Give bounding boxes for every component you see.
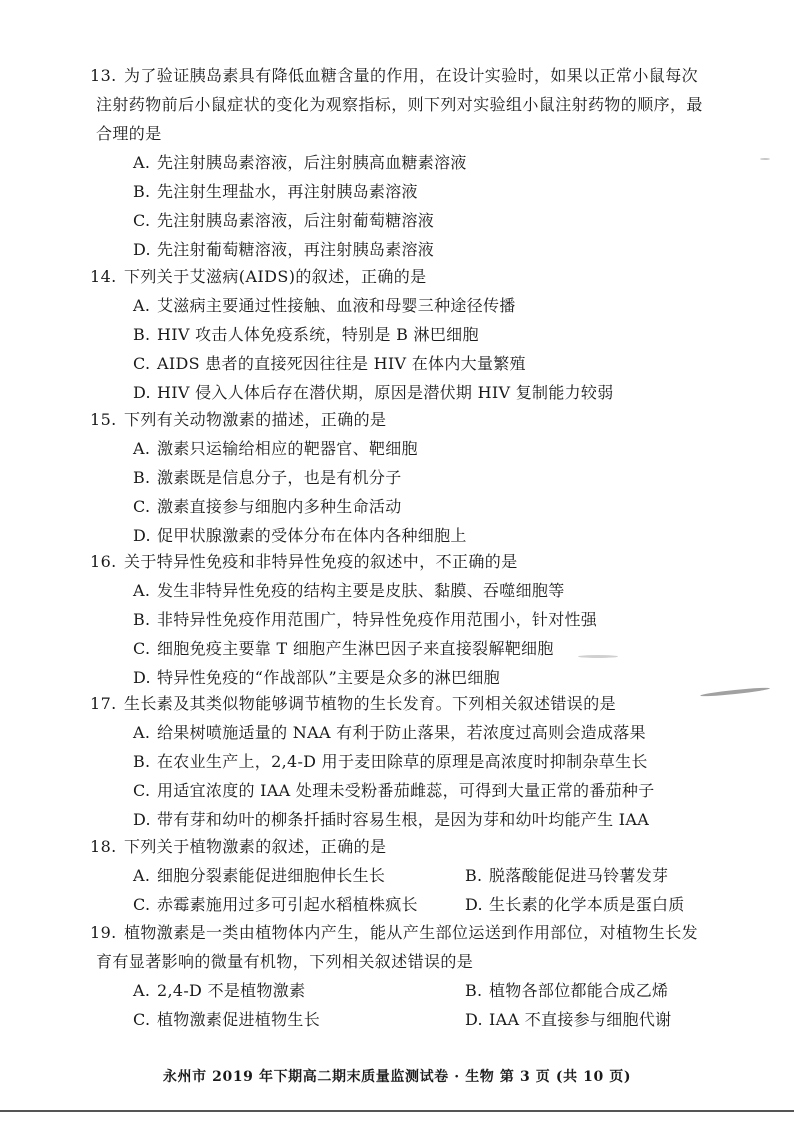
question-text: 下列有关动物激素的描述，正确的是: [124, 410, 387, 429]
question-number: 18.: [90, 837, 117, 856]
question-text: 下列关于艾滋病(AIDS)的叙述，正确的是: [124, 267, 427, 286]
option-d: D. HIV 侵入人体后存在潜伏期，原因是潜伏期 HIV 复制能力较弱: [133, 383, 614, 402]
option-a: A. 发生非特异性免疫的结构主要是皮肤、黏膜、吞噬细胞等: [133, 581, 565, 600]
option-b: B. HIV 攻击人体免疫系统，特别是 B 淋巴细胞: [133, 325, 479, 344]
question-number: 16.: [90, 552, 117, 571]
option-row: [96, 890, 706, 919]
question-stem: [90, 405, 706, 434]
question-number: 14.: [90, 267, 117, 286]
option-c: C. AIDS 患者的直接死因往往是 HIV 在体内大量繁殖: [133, 354, 526, 373]
question-text: 为了验证胰岛素具有降低血糖含量的作用，在设计实验时，如果以正常小鼠每次注射药物前后小鼠症状的变化为观察指标，则下列对实验组小鼠注射药物的顺序，最合理的是: [96, 66, 703, 143]
option-a: A. 2,4-D 不是植物激素: [133, 981, 306, 1000]
option-b: B. 脱落酸能促进马铃薯发芽: [465, 866, 669, 885]
option-c: C. 用适宜浓度的 IAA 处理未受粉番茄雌蕊，可得到大量正常的番茄种子: [133, 781, 655, 800]
question-16: [90, 547, 706, 692]
scan-smudge: [760, 158, 770, 160]
option-d: D. 带有芽和幼叶的柳条扦插时容易生根，是因为芽和幼叶均能产生 IAA: [133, 810, 650, 829]
option-a: A. 艾滋病主要通过性接触、血液和母婴三种途径传播: [133, 296, 516, 315]
question-stem: [90, 918, 706, 976]
question-number: 17.: [90, 694, 117, 713]
question-number: 15.: [90, 410, 117, 429]
question-number: 19.: [90, 923, 117, 942]
question-text: 关于特异性免疫和非特异性免疫的叙述中，不正确的是: [124, 552, 518, 571]
question-19: [90, 918, 706, 1034]
option-d: D. 促甲状腺激素的受体分布在体内各种细胞上: [133, 526, 467, 545]
question-stem: [90, 547, 706, 576]
option-c: C. 先注射胰岛素溶液，后注射葡萄糖溶液: [133, 211, 435, 230]
question-stem: [90, 262, 706, 291]
option-c: C. 激素直接参与细胞内多种生命活动: [133, 497, 402, 516]
question-number: 13.: [90, 66, 117, 85]
option-row: [96, 976, 706, 1005]
option-row: [96, 861, 706, 890]
question-text: 生长素及其类似物能够调节植物的生长发育。下列相关叙述错误的是: [124, 694, 617, 713]
page-footer: 永州市 2019 年下期高二期末质量监测试卷 · 生物 第 3 页 (共 10 页): [162, 1069, 632, 1085]
option-a: A. 细胞分裂素能促进细胞伸长生长: [133, 866, 386, 885]
question-stem: [90, 61, 706, 148]
question-17: [90, 689, 706, 834]
option-d: D. 特异性免疫的“作战部队”主要是众多的淋巴细胞: [133, 668, 500, 687]
option-b: B. 激素既是信息分子，也是有机分子: [133, 468, 402, 487]
option-b: B. 非特异性免疫作用范围广，特异性免疫作用范围小，针对性强: [133, 610, 598, 629]
question-text: 下列关于植物激素的叙述，正确的是: [124, 837, 387, 856]
scan-smudge: [700, 686, 770, 697]
option-d: D. IAA 不直接参与细胞代谢: [465, 1010, 672, 1029]
option-d: D. 先注射葡萄糖溶液，再注射胰岛素溶液: [133, 240, 435, 259]
question-15: [90, 405, 706, 550]
option-a: A. 给果树喷施适量的 NAA 有利于防止落果，若浓度过高则会造成落果: [133, 723, 646, 742]
option-row: [96, 1005, 706, 1034]
option-b: B. 在农业生产上，2,4-D 用于麦田除草的原理是高浓度时抑制杂草生长: [133, 752, 648, 771]
option-b: B. 先注射生理盐水，再注射胰岛素溶液: [133, 182, 418, 201]
option-b: B. 植物各部位都能合成乙烯: [465, 981, 669, 1000]
option-d: D. 生长素的化学本质是蛋白质: [465, 895, 685, 914]
scan-smudge: [578, 655, 618, 658]
scan-edge-line: [0, 1110, 794, 1112]
option-a: A. 先注射胰岛素溶液，后注射胰高血糖素溶液: [133, 153, 467, 172]
option-c: C. 赤霉素施用过多可引起水稻植株疯长: [133, 895, 418, 914]
question-13: [90, 61, 706, 264]
option-c: C. 植物激素促进植物生长: [133, 1010, 321, 1029]
question-stem: [90, 832, 706, 861]
question-14: [90, 262, 706, 407]
option-a: A. 激素只运输给相应的靶器官、靶细胞: [133, 439, 418, 458]
question-18: [90, 832, 706, 919]
question-stem: [90, 689, 706, 718]
question-text: 植物激素是一类由植物体内产生，能从产生部位运送到作用部位，对植物生长发育有显著影响的微量有机物，下列相关叙述错误的是: [96, 923, 699, 971]
option-c: C. 细胞免疫主要靠 T 细胞产生淋巴因子来直接裂解靶细胞: [133, 639, 554, 658]
